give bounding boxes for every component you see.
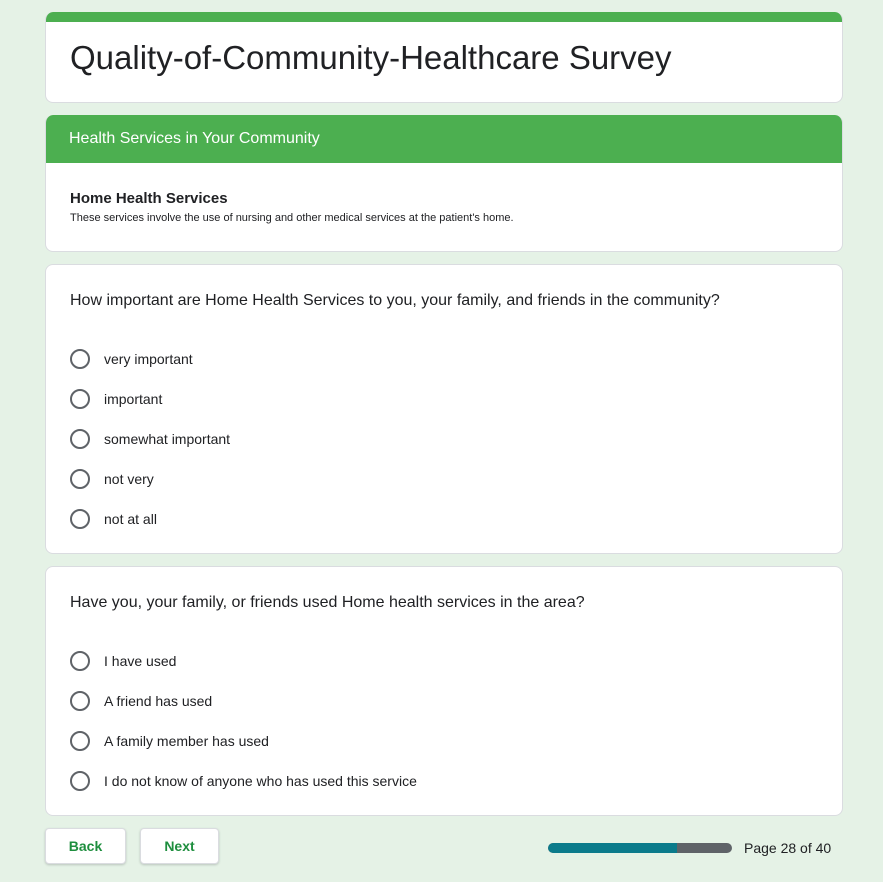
radio-option-friend-has-used[interactable] — [70, 681, 417, 721]
next-button[interactable]: Next — [140, 828, 219, 864]
radio-option-not-at-all[interactable] — [70, 499, 230, 539]
radio-button[interactable] — [70, 469, 90, 489]
section-header-bar — [45, 115, 843, 163]
back-button[interactable]: Back — [45, 828, 126, 864]
page-counter: Page 28 of 40 — [744, 840, 832, 856]
radio-group-importance — [70, 339, 230, 539]
option-label: A family member has used — [104, 733, 269, 749]
option-label: A friend has used — [104, 693, 213, 709]
radio-button[interactable] — [70, 429, 90, 449]
radio-group-usage — [70, 641, 417, 801]
section-header-title: Health Services in Your Community — [69, 130, 320, 147]
radio-button[interactable] — [70, 651, 90, 671]
section-description: These services involve the use of nursing and other medical services at the patient's home. — [70, 212, 514, 224]
radio-option-not-very[interactable] — [70, 459, 230, 499]
option-label: not at all — [104, 511, 157, 527]
radio-button[interactable] — [70, 389, 90, 409]
question-card-usage — [45, 566, 843, 816]
radio-option-i-have-used[interactable] — [70, 641, 417, 681]
form-title: Quality-of-Community-Healthcare Survey — [70, 39, 672, 76]
radio-option-somewhat-important[interactable] — [70, 419, 230, 459]
option-label: I have used — [104, 653, 177, 669]
radio-option-very-important[interactable] — [70, 339, 230, 379]
radio-button[interactable] — [70, 691, 90, 711]
form-header-card — [45, 12, 843, 103]
form-accent-bar — [45, 12, 843, 22]
radio-button[interactable] — [70, 349, 90, 369]
option-label: I do not know of anyone who has used this service — [104, 773, 417, 789]
radio-option-family-member-has-used[interactable] — [70, 721, 417, 761]
radio-button[interactable] — [70, 731, 90, 751]
progress-bar-fill — [548, 843, 677, 853]
option-label: important — [104, 391, 163, 407]
option-label: very important — [104, 351, 193, 367]
section-card — [45, 115, 843, 252]
question-text: Have you, your family, or friends used Home health services in the area? — [70, 594, 585, 611]
option-label: not very — [104, 471, 154, 487]
radio-button[interactable] — [70, 509, 90, 529]
radio-option-important[interactable] — [70, 379, 230, 419]
question-text: How important are Home Health Services to you, your family, and friends in the community? — [70, 292, 720, 309]
option-label: somewhat important — [104, 431, 231, 447]
radio-option-do-not-know-anyone[interactable] — [70, 761, 417, 801]
question-card-importance — [45, 264, 843, 554]
radio-button[interactable] — [70, 771, 90, 791]
section-title: Home Health Services — [70, 190, 228, 207]
progress-bar — [548, 843, 732, 853]
